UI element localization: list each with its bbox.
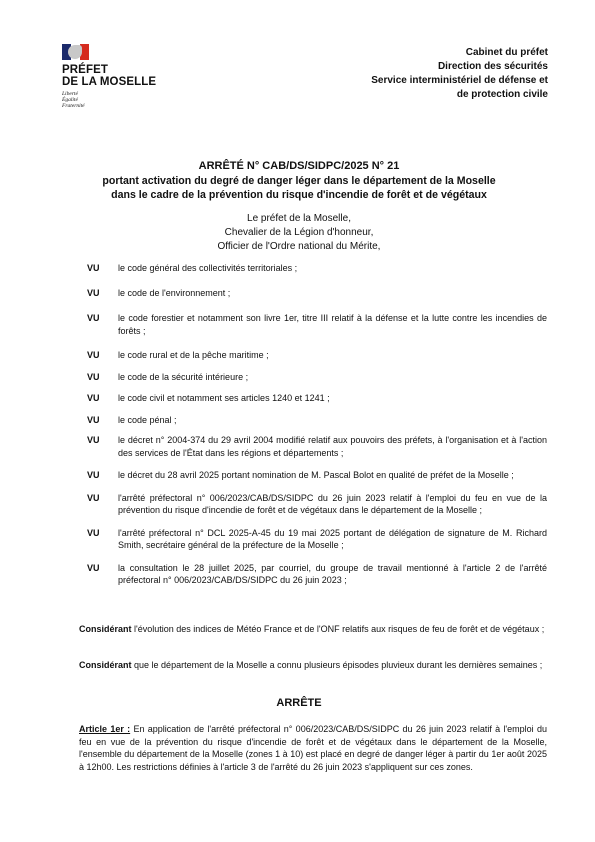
visa-label: VU	[87, 414, 100, 425]
republic-motto	[62, 91, 182, 110]
article-1-text: En application de l'arrêté préfectoral n° 006/2023/CAB/DS/SIDPC du 26 juin 2023 relatif à l'emploi du feu en vue de la prévention du risque d'incendie de forêt et de végétaux dans le département de la Moselle, l'ensemble du département de la Moselle (zones 1 à 10) est placé en degré de danger léger à partir du 1er août 2025 à 12h00. Les restrictions définies à l'article 3 de l'arrêté du 26 juin 2023 s'appliquent sur ces zones.	[79, 724, 547, 772]
visa-item	[87, 492, 547, 517]
visa-text: le code pénal ;	[118, 414, 177, 425]
visa-item	[87, 287, 547, 300]
decree-subject-line-1: portant activation du degré de danger léger dans le département de la Moselle	[102, 175, 496, 187]
visa-item	[87, 349, 547, 362]
motto-egalite: Égalité	[62, 97, 78, 104]
considerant-text: que le département de la Moselle a connu plusieurs épisodes pluvieux durant les dernières semaines ;	[134, 660, 543, 670]
considerant-text: l'évolution des indices de Météo France et de l'ONF relatifs aux risques de feu de forêt et de végétaux ;	[134, 624, 545, 634]
decree-subject-line-2: dans le cadre de la prévention du risque d'incendie de forêt et de végétaux	[111, 189, 487, 201]
signatory-line-3: Officier de l'Ordre national du Mérite,	[217, 241, 381, 252]
visa-text: le décret du 28 avril 2025 portant nomination de M. Pascal Bolot en qualité de préfet de la Moselle ;	[118, 470, 514, 480]
marianne-emblem-icon	[62, 44, 90, 60]
visa-list	[87, 262, 547, 587]
service-line-2: Direction des sécurités	[437, 61, 548, 72]
service-line-3: Service interministériel de défense et	[371, 75, 548, 86]
visa-label: VU	[87, 527, 100, 538]
visa-label: VU	[87, 371, 100, 382]
visa-label: VU	[87, 313, 100, 323]
signatory-line-1: Le préfet de la Moselle,	[247, 213, 351, 224]
visa-item	[87, 527, 547, 552]
visa-text: l'arrêté préfectoral n° 006/2023/CAB/DS/SIDPC du 26 juin 2023 relatif à l'emploi du feu en vue de la prévention du risque d'incendie de forêt et de végétaux dans le département de la Moselle ;	[118, 492, 547, 515]
motto-fraternite: Fraternité	[62, 103, 85, 110]
visa-item	[87, 371, 547, 384]
visa-item	[87, 392, 547, 405]
service-line-1: Cabinet du préfet	[465, 47, 548, 58]
visa-label: VU	[87, 350, 100, 360]
decree-title	[60, 159, 538, 202]
visa-text: le code civil et notamment ses articles 1240 et 1241 ;	[118, 393, 330, 403]
visa-item	[87, 414, 547, 427]
considerant-label: Considérant	[79, 660, 132, 670]
considerant-paragraph	[79, 623, 547, 636]
logo-line-1: PRÉFET	[62, 64, 108, 76]
visa-label: VU	[87, 435, 100, 445]
visa-text: le décret n° 2004-374 du 29 avril 2004 modifié relatif aux pouvoirs des préfets, à l'organisation et à l'action des services de l'État dans les régions et départements ;	[118, 435, 547, 458]
visa-text: le code forestier et notamment son livre 1er, titre III relatif à la défense et la lutte contre les incendies de forêts ;	[118, 313, 547, 336]
prefecture-logo	[62, 44, 182, 110]
visa-text: le code rural et de la pêche maritime ;	[118, 350, 269, 360]
visa-label: VU	[87, 492, 100, 503]
visa-text: le code général des collectivités territoriales ;	[118, 263, 298, 273]
arrete-heading: ARRÊTE	[276, 697, 322, 709]
visa-item	[87, 312, 547, 337]
service-line-4: de protection civile	[456, 89, 548, 100]
article-1-label: Article 1er :	[79, 724, 131, 734]
signatory-block	[60, 212, 538, 254]
visa-label: VU	[87, 263, 100, 273]
visa-label: VU	[87, 287, 100, 298]
visa-label: VU	[87, 393, 100, 403]
considerant-label: Considérant	[79, 624, 132, 634]
visa-item	[87, 434, 547, 459]
issuing-service	[328, 46, 548, 102]
logo-line-2: DE LA MOSELLE	[62, 76, 157, 88]
article-1	[79, 723, 547, 773]
considerant-paragraph	[79, 659, 547, 672]
visa-label: VU	[87, 470, 100, 480]
visa-label: VU	[87, 562, 100, 573]
visa-text: l'arrêté préfectoral n° DCL 2025-A-45 du 19 mai 2025 portant de délégation de signature de M. Richard Smith, secrétaire général de la préfecture de la Moselle ;	[118, 527, 547, 550]
motto-liberte: Liberté	[62, 91, 78, 97]
visa-text: le code de l'environnement ;	[118, 287, 231, 298]
visa-text: la consultation le 28 juillet 2025, par courriel, du groupe de travail mentionné à l'article 2 de l'arrêté préfectoral n° 006/2023/CAB/DS/SIDPC du 26 juin 2023 ;	[118, 562, 547, 585]
visa-item	[87, 469, 547, 482]
visa-text: le code de la sécurité intérieure ;	[118, 371, 249, 382]
visa-item	[87, 262, 547, 275]
signatory-line-2: Chevalier de la Légion d'honneur,	[224, 227, 374, 238]
decree-number: ARRÊTÉ N° CAB/DS/SIDPC/2025 N° 21	[198, 160, 400, 172]
visa-item	[87, 562, 547, 587]
